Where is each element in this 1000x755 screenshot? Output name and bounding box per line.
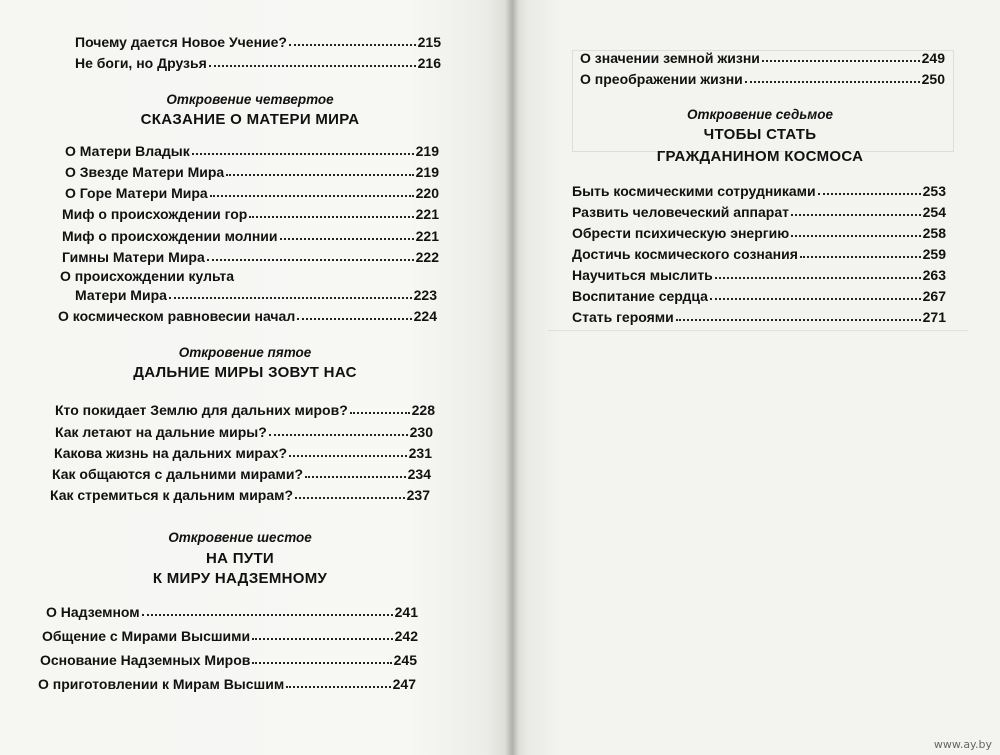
toc-entry	[65, 143, 439, 159]
dot-leader	[762, 59, 920, 62]
toc-entry-title: Не боги, но Друзья	[75, 55, 207, 71]
toc-entry	[38, 676, 416, 692]
dot-leader	[169, 296, 412, 299]
dot-leader	[818, 192, 921, 195]
book-gutter	[505, 0, 519, 755]
toc-entry-title-line1: О происхождении культа	[60, 268, 235, 284]
toc-entry	[46, 604, 418, 620]
toc-entry-title: Обрести психическую энергию	[572, 225, 790, 241]
toc-entry-page: 215	[417, 34, 441, 50]
toc-entry-page: 219	[415, 164, 439, 180]
toc-entry-page: 219	[415, 143, 439, 159]
toc-entry-page: 237	[406, 487, 430, 503]
dot-leader	[252, 637, 393, 640]
toc-entry-page: 250	[921, 71, 945, 87]
section-title: К МИРУ НАДЗЕМНОМУ	[152, 570, 328, 587]
dot-leader	[745, 80, 920, 83]
dot-leader	[192, 152, 414, 155]
toc-entry-title: О приготовлении к Мирам Высшим	[38, 676, 285, 692]
dot-leader	[710, 297, 921, 300]
dot-leader	[289, 43, 416, 46]
toc-entry-title: Воспитание сердца	[572, 288, 708, 304]
toc-entry-page: 220	[415, 185, 439, 201]
toc-entry-page: 221	[415, 228, 439, 244]
toc-entry	[75, 34, 441, 50]
toc-entry	[580, 71, 945, 87]
dot-leader	[252, 661, 391, 664]
toc-entry-title: Гимны Матери Мира	[62, 249, 205, 265]
toc-entry	[40, 652, 417, 668]
toc-entry	[58, 308, 437, 324]
dot-leader	[207, 258, 414, 261]
toc-entry-page: 242	[394, 628, 418, 644]
section-label: Откровение пятое	[178, 345, 312, 360]
toc-entry-title: Общение с Мирами Высшими	[42, 628, 251, 644]
toc-entry-page: 221	[415, 206, 439, 222]
toc-entry-title: Развить человеческий аппарат	[572, 204, 789, 220]
toc-entry-title: О значении земной жизни	[580, 50, 760, 66]
toc-entry-page: 223	[413, 287, 437, 303]
toc-entry	[572, 204, 946, 220]
toc-entry-page: 253	[922, 183, 946, 199]
toc-entry-title: Какова жизнь на дальних мирах?	[54, 445, 288, 461]
toc-entry-title: О Матери Владык	[65, 143, 190, 159]
toc-entry	[572, 267, 946, 283]
section-label: Откровение шестое	[168, 530, 312, 545]
dot-leader	[226, 173, 413, 176]
toc-entry-title: О Горе Матери Мира	[65, 185, 208, 201]
toc-entry	[62, 228, 439, 244]
toc-entry	[42, 628, 418, 644]
toc-entry-page: 247	[392, 676, 416, 692]
toc-entry-page: 224	[413, 308, 437, 324]
toc-entry-title: Стать героями	[572, 309, 674, 325]
toc-entry-page: 267	[922, 288, 946, 304]
toc-entry	[572, 288, 946, 304]
show-through-rule	[548, 330, 968, 331]
dot-leader	[791, 213, 921, 216]
toc-entry-page: 245	[393, 652, 417, 668]
dot-leader	[249, 215, 413, 218]
toc-entry	[572, 246, 946, 262]
toc-entry	[65, 164, 439, 180]
toc-entry	[572, 309, 946, 325]
toc-entry-title: О Звезде Матери Мира	[65, 164, 225, 180]
toc-entry	[55, 402, 435, 418]
dot-leader	[305, 475, 406, 478]
toc-entry-title: Как общаются с дальними мирами?	[52, 466, 304, 482]
toc-entry	[65, 185, 439, 201]
toc-entry-page: 228	[411, 402, 435, 418]
toc-entry	[62, 249, 439, 265]
toc-entry	[75, 55, 441, 71]
toc-entry	[52, 466, 431, 482]
toc-entry-page: 241	[394, 604, 418, 620]
toc-entry-title: Как стремиться к дальним мирам?	[50, 487, 294, 503]
toc-entry-title: Кто покидает Землю для дальних миров?	[55, 402, 348, 418]
toc-entry-title: Миф о происхождении молнии	[62, 228, 278, 244]
dot-leader	[715, 276, 921, 279]
dot-leader	[800, 255, 921, 258]
toc-entry	[50, 487, 430, 503]
toc-entry-title: Матери Мира	[75, 287, 167, 303]
toc-entry	[62, 206, 439, 222]
dot-leader	[210, 194, 414, 197]
toc-entry	[54, 445, 432, 461]
dot-leader	[286, 685, 390, 688]
dot-leader	[791, 234, 920, 237]
toc-entry-page: 258	[922, 225, 946, 241]
toc-entry-title: О Надземном	[46, 604, 140, 620]
toc-entry-page: 222	[415, 249, 439, 265]
toc-entry-title: Миф о происхождении гор	[62, 206, 248, 222]
dot-leader	[676, 318, 921, 321]
toc-entry-page: 263	[922, 267, 946, 283]
toc-entry-page: 216	[417, 55, 441, 71]
dot-leader	[269, 433, 408, 436]
toc-entry-title: Как летают на дальние миры?	[55, 424, 267, 440]
dot-leader	[350, 411, 410, 414]
dot-leader	[209, 64, 416, 67]
toc-entry	[580, 50, 945, 66]
watermark: www.ay.by	[933, 738, 992, 751]
toc-entry	[572, 225, 946, 241]
toc-entry-page: 271	[922, 309, 946, 325]
toc-entry-page: 231	[408, 445, 432, 461]
section-title: ГРАЖДАНИНОМ КОСМОСА	[656, 148, 864, 165]
dot-leader	[295, 496, 405, 499]
toc-entry-title: Быть космическими сотрудниками	[572, 183, 816, 199]
toc-entry-title: Основание Надземных Миров	[40, 652, 251, 668]
dot-leader	[289, 454, 407, 457]
toc-entry-title: Научиться мыслить	[572, 267, 713, 283]
section-title: СКАЗАНИЕ О МАТЕРИ МИРА	[140, 111, 360, 128]
toc-entry-title: Почему дается Новое Учение?	[75, 34, 287, 50]
dot-leader	[297, 317, 411, 320]
toc-entry-title: Достичь космического сознания	[572, 246, 798, 262]
toc-entry	[55, 424, 433, 440]
section-title: НА ПУТИ	[206, 550, 274, 567]
section-title: ЧТОБЫ СТАТЬ	[703, 126, 817, 143]
section-label: Откровение седьмое	[686, 107, 834, 122]
toc-entry-page: 254	[922, 204, 946, 220]
dot-leader	[142, 613, 393, 616]
toc-entry-page: 249	[921, 50, 945, 66]
section-title: ДАЛЬНИЕ МИРЫ ЗОВУТ НАС	[133, 364, 357, 381]
toc-entry-page: 259	[922, 246, 946, 262]
toc-entry-page: 234	[407, 466, 431, 482]
toc-entry-title: О космическом равновесии начал	[58, 308, 296, 324]
dot-leader	[280, 237, 414, 240]
section-label: Откровение четвертое	[166, 92, 334, 107]
toc-entry-title: О преображении жизни	[580, 71, 743, 87]
toc-entry-page: 230	[409, 424, 433, 440]
toc-entry	[572, 183, 946, 199]
toc-entry	[75, 287, 437, 303]
